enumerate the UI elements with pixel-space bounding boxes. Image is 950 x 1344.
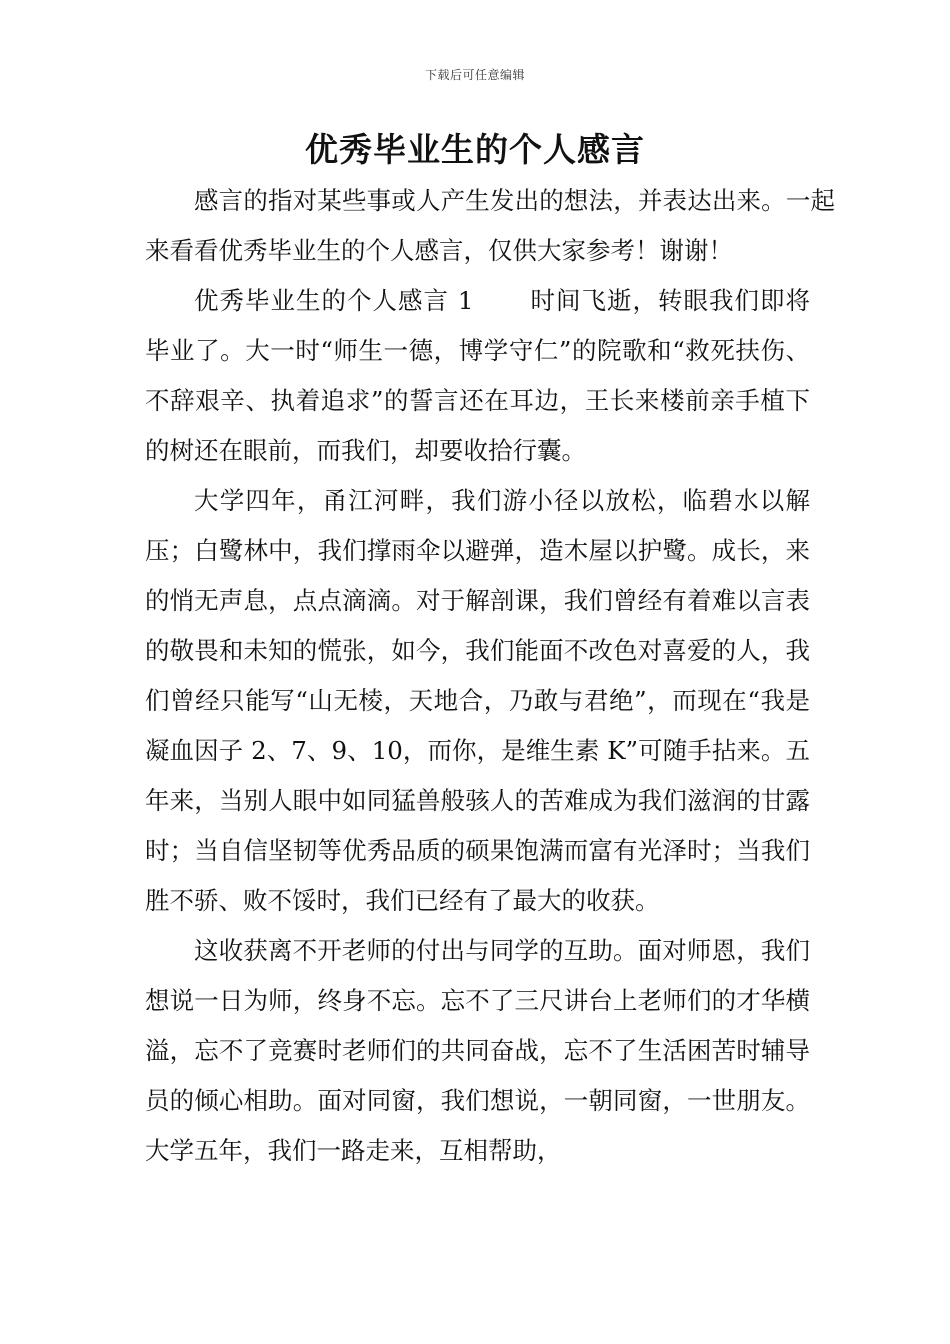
section-paragraph-3: 这收获离不开老师的付出与同学的互助。面对师恩，我们想说一日为师，终身不忘。忘不了三尺讲台上老师们的才华横溢，忘不了竞赛时老师们的共同奋战，忘不了生活困苦时辅导员的倾心相助。面对同窗，我们想说，一朝同窗，一世朋友。大学五年，我们一路走来，互相帮助， [145, 936, 810, 1165]
document-title: 优秀毕业生的个人感言 [305, 130, 645, 169]
page-header-note: 下载后可任意编辑 [424, 68, 525, 82]
section-paragraph-2: 大学四年，甬江河畔，我们游小径以放松，临碧水以解压；白鹭林中，我们撑雨伞以避弹，造木屋以护鹭。成长，来的悄无声息，点点滴滴。对于解剖课，我们曾经有着难以言表的敬畏和未知的慌张，如今，我们能面不改色对喜爱的人，我们曾经只能写“山无棱，天地合，乃敢与君绝”，而现在“我是凝血因子 2、7、9、10，而你，是维生素 K”可随手拈来。五年来，当别人眼中如同猛兽般骇人的苦难成为我们滋润的甘露时；当自信坚韧等优秀品质的硕果饱满而富有光泽时；当我们胜不骄、败不馁时，我们已经有了最大的收获。 [145, 486, 810, 915]
document-body [145, 176, 835, 1176]
paragraph-1-text: 时间飞逝，转眼我们即将毕业了。大一时“师生一德，博学守仁”的院歌和“救死扶伤、不辞艰辛、执着追求”的誓言还在耳边，王长来楼前亲手植下的树还在眼前，而我们，却要收拾行囊。 [145, 286, 810, 465]
intro-paragraph: 感言的指对某些事或人产生发出的想法，并表达出来。一起来看看优秀毕业生的个人感言，仅供大家参考！谢谢！ [145, 186, 835, 265]
section-paragraph-1 [145, 276, 810, 476]
section-heading: 优秀毕业生的个人感言 1 [194, 286, 474, 315]
